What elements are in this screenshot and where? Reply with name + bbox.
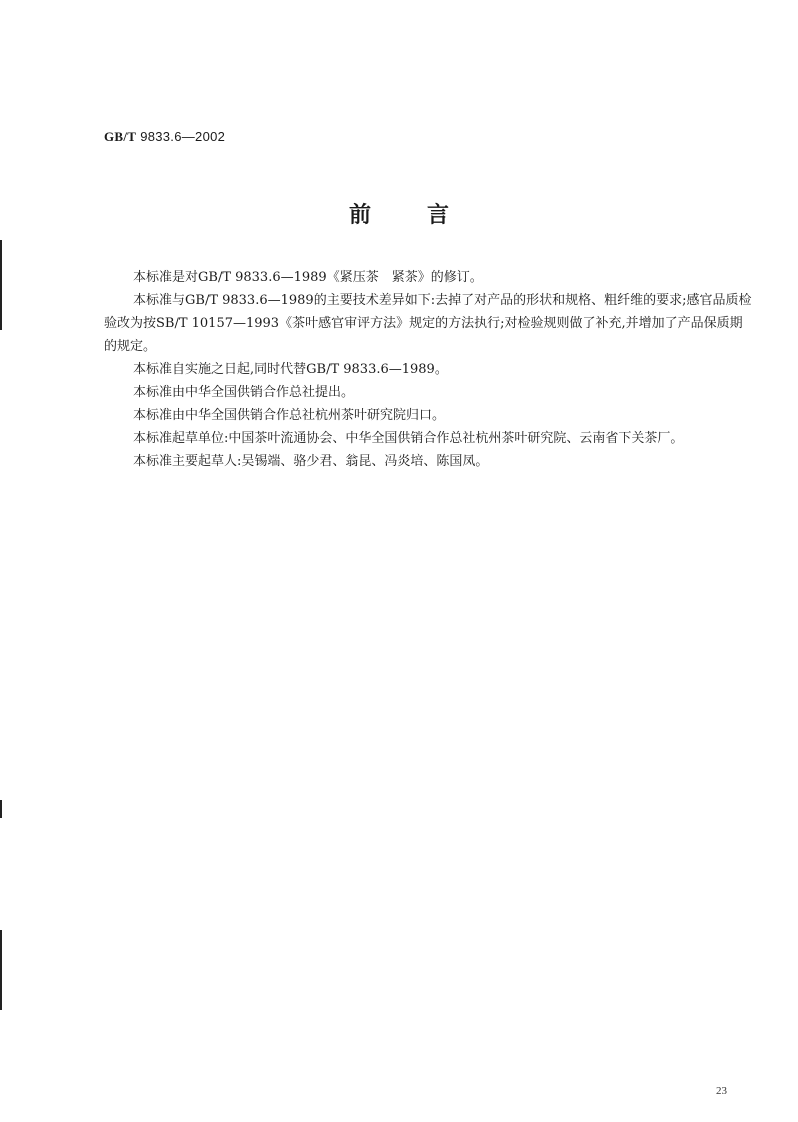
paragraph-proposed-by: 本标准由中华全国供销合作总社提出。 xyxy=(133,385,355,400)
document-code-prefix: GB/T xyxy=(104,129,137,144)
paragraph-differences: 本标准与GB/T 9833.6—1989的主要技术差异如下:去掉了对产品的形状和规格、粗纤维的要求;感官品质检验改为按SB/T 10157—1993《茶叶感官审评方法》规定的方法执行;对检验规则做了补充,并增加了产品保质期的规定。 xyxy=(104,293,752,354)
scan-edge-mark xyxy=(0,800,2,818)
paragraph-drafting-units: 本标准起草单位:中国茶叶流通协会、中华全国供销合作总社杭州茶叶研究院、云南省下关茶厂。 xyxy=(133,431,684,446)
paragraph-drafters: 本标准主要起草人:吴锡端、骆少君、翁昆、冯炎培、陈国凤。 xyxy=(133,454,489,469)
paragraph-replaces: 本标准自实施之日起,同时代替GB/T 9833.6—1989。 xyxy=(133,362,448,377)
document-code xyxy=(104,129,225,145)
scan-edge-mark xyxy=(0,240,2,330)
document-code-number: 9833.6—2002 xyxy=(140,129,226,144)
foreword-body xyxy=(104,266,754,473)
page-title: 前言 xyxy=(348,203,505,228)
paragraph-revision: 本标准是对GB/T 9833.6—1989《紧压茶 紧茶》的修订。 xyxy=(133,270,483,285)
page-number: 23 xyxy=(716,1085,727,1097)
paragraph-centralized-by: 本标准由中华全国供销合作总社杭州茶叶研究院归口。 xyxy=(133,408,446,423)
scan-edge-mark xyxy=(0,930,2,1010)
